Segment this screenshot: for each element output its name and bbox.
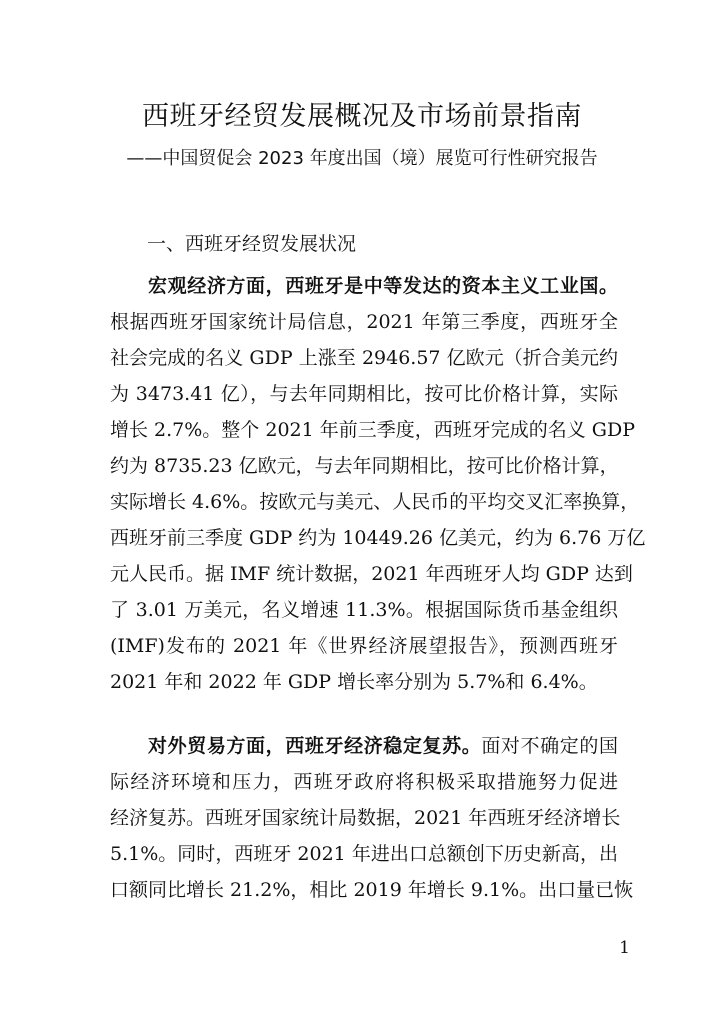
paragraph-line: (IMF)发布的 2021 年《世界经济展望报告》，预测西班牙	[110, 635, 618, 657]
paragraph-lead-rest: 面对不确定的国	[481, 735, 618, 757]
section-heading: 一、西班牙经贸发展状况	[147, 233, 357, 255]
paragraph-line: 口额同比增长 21.2%，相比 2019 年增长 9.1%。出口量已恢	[110, 879, 634, 901]
paragraph-line: 经济复苏。西班牙国家统计局数据，2021 年西班牙经济增长	[110, 807, 621, 829]
paragraph-lead-line	[110, 728, 618, 764]
document-subtitle: ——中国贸促会 2023 年度出国（境）展览可行性研究报告	[126, 148, 598, 169]
paragraph-lead-line	[110, 268, 618, 304]
paragraph-foreign-trade	[110, 728, 634, 908]
paragraph-line: 5.1%。同时，西班牙 2021 年进出口总额创下历史新高，出	[110, 843, 618, 865]
paragraph-line: 2021 年和 2022 年 GDP 增长率分别为 5.7%和 6.4%。	[110, 671, 598, 693]
document-title: 西班牙经贸发展概况及市场前景指南	[142, 101, 582, 132]
paragraph-line: 实际增长 4.6%。按欧元与美元、人民币的平均交叉汇率换算，	[110, 491, 640, 513]
paragraph-line: 元人民币。据 IMF 统计数据，2021 年西班牙人均 GDP 达到	[110, 563, 633, 585]
paragraph-line: 为 3473.41 亿），与去年同期相比，按可比价格计算，实际	[110, 383, 618, 405]
paragraph-line: 社会完成的名义 GDP 上涨至 2946.57 亿欧元（折合美元约	[110, 347, 618, 369]
paragraph-line: 际经济环境和压力，西班牙政府将积极采取措施努力促进	[110, 771, 618, 793]
paragraph-line: 约为 8735.23 亿欧元，与去年同期相比，按可比价格计算，	[110, 455, 619, 477]
page-number: 1	[619, 938, 630, 958]
paragraph-line: 了 3.01 万美元，名义增速 11.3%。根据国际货币基金组织	[110, 599, 618, 621]
paragraph-line: 根据西班牙国家统计局信息，2021 年第三季度，西班牙全	[110, 311, 618, 333]
paragraph-lead: 宏观经济方面，西班牙是中等发达的资本主义工业国。	[148, 275, 618, 297]
paragraph-line: 西班牙前三季度 GDP 约为 10449.26 亿美元，约为 6.76 万亿	[110, 527, 646, 549]
paragraph-line: 增长 2.7%。整个 2021 年前三季度，西班牙完成的名义 GDP	[110, 419, 635, 441]
paragraph-lead: 对外贸易方面，西班牙经济稳定复苏。	[148, 735, 482, 757]
paragraph-macro-economy	[110, 268, 646, 700]
